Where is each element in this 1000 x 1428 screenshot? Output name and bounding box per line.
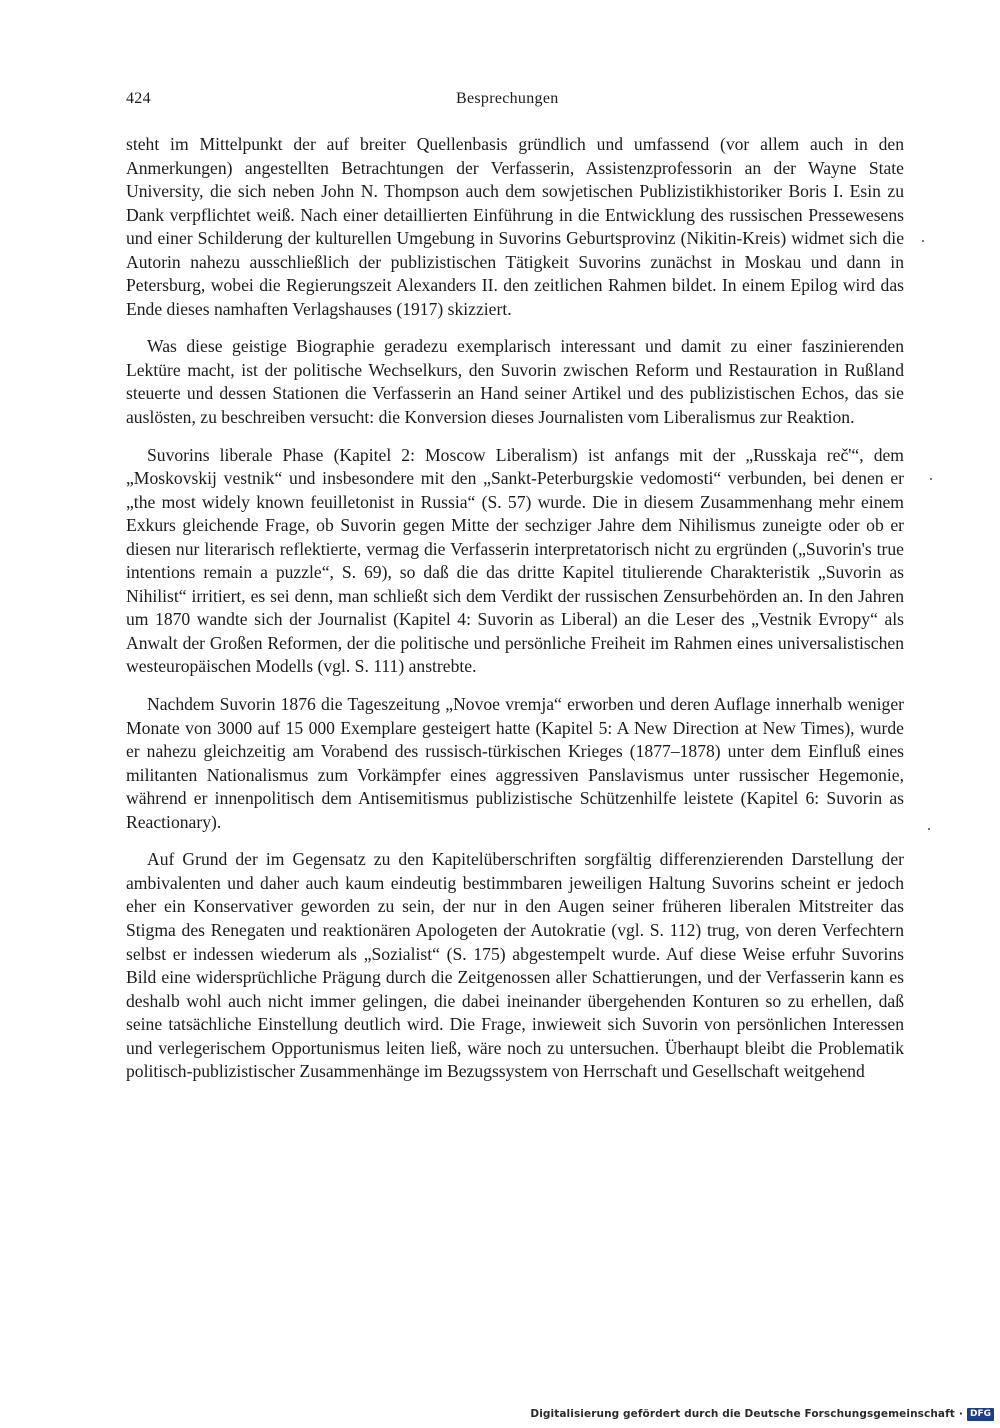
footer-separator: · — [958, 1408, 963, 1420]
page-number: 424 — [126, 90, 151, 107]
paragraph-1: steht im Mittelpunkt der auf breiter Quellenbasis gründlich und umfassend (vor allem auch in den Anmerkungen) angestellten Betrachtungen der Verfasserin, Assistenzprofessorin an der Wayne State University, die sich neben John N. Thompson auch dem sowjetischen Publizistikhistoriker Boris I. Esin zu Dank verpflichtet weiß. Nach einer detaillierten Einführung in die Entwicklung des russischen Pressewesens und einer Schilderung der kulturellen Umgebung in Suvorins Geburtsprovinz (Nikitin-Kreis) widmet sich die Autorin nahezu ausschließlich der publizistischen Tätigkeit Suvorins zunächst in Moskau und dann in Petersburg, wobei die Regierungszeit Alexanders II. den zeitlichen Rahmen bildet. In einem Epilog wird das Ende dieses namhaften Verlagshauses (1917) skizziert. — [126, 134, 904, 319]
body-text — [126, 133, 904, 1084]
paragraph-5: Auf Grund der im Gegensatz zu den Kapitelüberschriften sorgfältig differenzierenden Darstellung der ambivalenten und daher auch kaum eindeutig bestimmbaren jeweiligen Haltung Suvorins scheint er jedoch eher ein Konservativer geworden zu sein, der nur in den Augen seiner früheren liberalen Mitstreiter das Stigma des Renegaten und reaktionären Apologeten der Autokratie (vgl. S. 112) trug, von deren Verfechtern selbst er indessen wiederum als „Sozialist“ (S. 175) abgestempelt wurde. Auf diese Weise erfuhr Suvorins Bild eine widersprüchliche Prägung durch die Zeitgenossen aller Schattierungen, und der Verfasserin kann es deshalb wohl auch nicht immer gelingen, die dabei ineinander übergehenden Konturen so zu erhellen, daß seine tatsächliche Einstellung deutlich wird. Die Frage, inwieweit sich Suvorin von persönlichen Interessen und verlegerischem Opportunismus leiten ließ, wäre noch zu untersuchen. Überhaupt bleibt die Problematik politisch-publizistischer Zusammenhänge im Bezugssystem von Herrschaft und Gesellschaft weitgehend — [126, 849, 904, 1082]
paragraph-4: Nachdem Suvorin 1876 die Tageszeitung „Novoe vremja“ erworben und deren Auflage innerhalb weniger Monate von 3000 auf 15 000 Exemplare gesteigert hatte (Kapitel 5: A New Direction at New Times), wurde er nahezu gleichzeitig am Vorabend des russisch-türkischen Krieges (1877–1878) unter dem Einfluß eines militanten Nationalismus zum Vorkämpfer eines aggressiven Panslavismus unter russischer Hegemonie, während er innenpolitisch dem Antisemitismus publizistische Schützenhilfe leistete (Kapitel 6: Suvorin as Reactionary). — [126, 694, 904, 832]
footer-credit — [530, 1406, 994, 1422]
paragraph-3: Suvorins liberale Phase (Kapitel 2: Moscow Liberalism) ist anfangs mit der „Russkaja reč'“, dem „Moskovskij vestnik“ und insbesondere mit den „Sankt-Peterburgskie vedomosti“ verbunden, bei denen er „the most widely known feuilletonist in Russia“ (S. 57) wurde. Die in diesem Zusammenhang mehr einem Exkurs gleichende Frage, ob Suvorin gegen Mitte der sechziger Jahre dem Nihilismus zuneigte oder ob er diesen nur literarisch reflektierte, vermag die Verfasserin interpretatorisch nicht zu ergründen („Suvorin's true intentions remain a puzzle“, S. 69), so daß die das dritte Kapitel titulierende Charakteristik „Suvorin as Nihilist“ irritiert, es sei denn, man schließt sich dem Verdikt der russischen Zensurbehörden an. In den Jahren um 1870 wandte sich der Journalist (Kapitel 4: Suvorin as Liberal) an die Leser des „Vestnik Evropy“ als Anwalt der Großen Reformen, der die politische und persönliche Freiheit im Rahmen eines universalistischen westeuropäischen Modells (vgl. S. 111) anstrebte. — [126, 444, 904, 677]
scan-speck — [922, 240, 924, 242]
paragraph-2: Was diese geistige Biographie geradezu exemplarisch interessant und damit zu einer faszinierenden Lektüre macht, ist der politische Wechselkurs, den Suvorin zwischen Reform und Restauration in Rußland steuerte und dessen Stationen die Verfasserin an Hand seiner Artikel und des publizistischen Echos, das sie auslösten, zu beschreiben versucht: die Konversion dieses Journalisten vom Liberalismus zur Reaktion. — [126, 336, 904, 428]
scan-speck — [928, 828, 930, 830]
dfg-logo-icon: DFG — [967, 1408, 994, 1421]
scan-speck — [930, 478, 932, 480]
running-head: Besprechungen — [456, 90, 559, 107]
page-header — [126, 90, 904, 114]
footer-text: Digitalisierung gefördert durch die Deutsche Forschungsgemeinschaft — [530, 1408, 955, 1420]
